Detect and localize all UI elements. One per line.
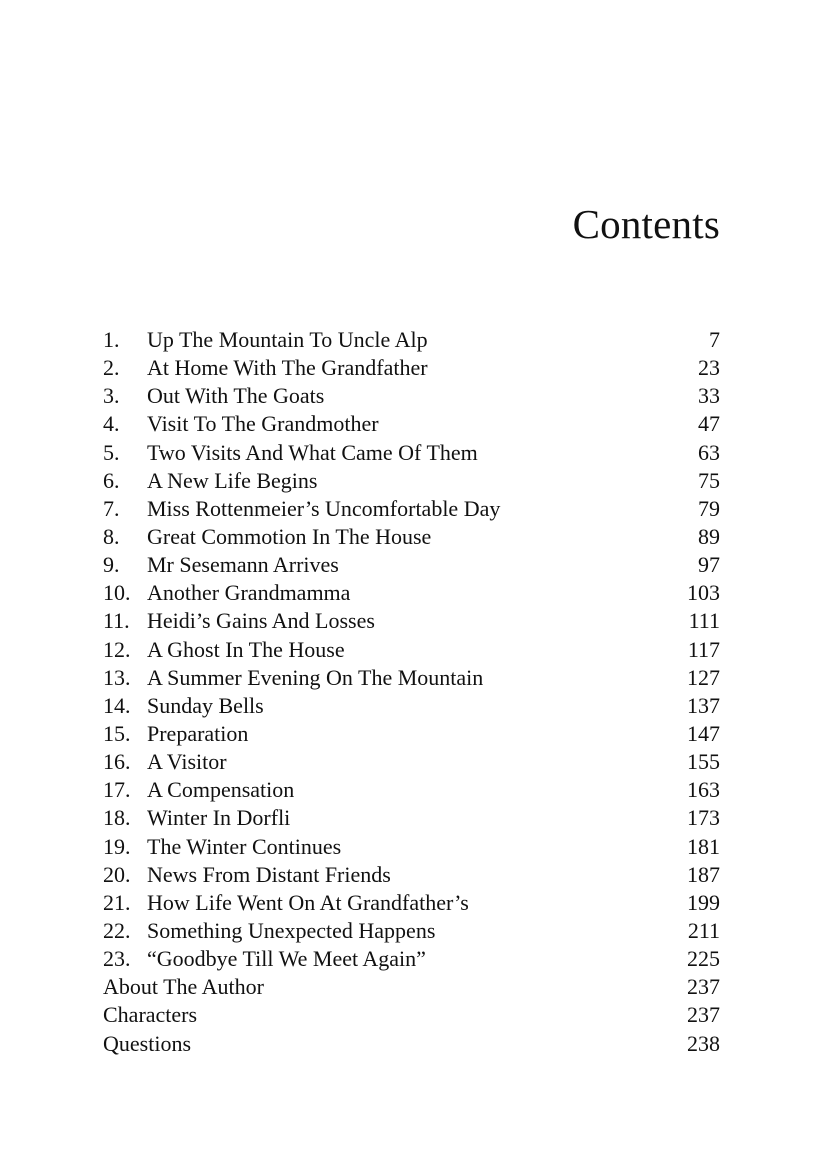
toc-entry-page-number: 225: [687, 946, 720, 972]
toc-entry: [103, 495, 720, 523]
toc-entry: [103, 861, 720, 889]
toc-entry: [103, 410, 720, 438]
toc-entry: [103, 551, 720, 579]
toc-entry-page-number: 89: [698, 523, 720, 549]
toc-entry: [103, 692, 720, 720]
toc-entry-number: 9.: [103, 552, 120, 578]
toc-entry-title: Two Visits And What Came Of Them: [147, 439, 478, 465]
toc-entry-title: Sunday Bells: [147, 692, 264, 718]
toc-entry: [103, 467, 720, 495]
toc-entry-page-number: 111: [688, 608, 720, 634]
toc-entry-page-number: 63: [698, 439, 720, 465]
toc-entry-page-number: 117: [687, 636, 720, 662]
toc-entry: [103, 804, 720, 832]
toc-entry-title: Visit To The Grandmother: [147, 411, 379, 437]
toc-entry: [103, 326, 720, 354]
toc-entry-number: 7.: [103, 495, 120, 521]
toc-entry-title: Miss Rottenmeier’s Uncomfortable Day: [147, 495, 501, 521]
toc-entry-title: A Summer Evening On The Mountain: [147, 664, 484, 690]
toc-entry-number: 2.: [103, 355, 120, 381]
toc-entry-number: 1.: [103, 327, 120, 352]
toc-entry-page-number: 79: [698, 495, 720, 521]
toc-entry-number: 13.: [103, 664, 131, 690]
toc-entry-title: A Visitor: [147, 749, 227, 775]
toc-entry: [103, 889, 720, 917]
toc-entry-number: 15.: [103, 720, 131, 746]
toc-entry-title: Winter In Dorfli: [147, 805, 291, 831]
toc-entry-number: 19.: [103, 833, 131, 859]
toc-entry-title: The Winter Continues: [147, 833, 342, 859]
toc-entry-number: 21.: [103, 889, 131, 915]
toc-entry-page-number: 237: [687, 974, 720, 1000]
toc-entry-number: 12.: [103, 636, 131, 662]
toc-entry-page-number: 237: [687, 1002, 720, 1028]
toc-entry-title: Out With The Goats: [147, 383, 325, 409]
toc-entry-number: 5.: [103, 439, 120, 465]
toc-entry-page-number: 173: [687, 805, 720, 831]
toc-entry-title: Something Unexpected Happens: [147, 917, 436, 943]
toc-entry-number: 20.: [103, 861, 131, 887]
toc-entry-page-number: 155: [687, 749, 720, 775]
toc-entry-page-number: 238: [687, 1030, 720, 1056]
toc-entry-title: Mr Sesemann Arrives: [147, 552, 339, 578]
toc-entry-page-number: 23: [698, 355, 720, 381]
toc-entry-title: “Goodbye Till We Meet Again”: [147, 946, 426, 972]
toc-entry-page-number: 103: [687, 580, 720, 606]
toc-entry-title: Questions: [103, 1030, 191, 1056]
toc-entry-page-number: 137: [687, 692, 720, 718]
toc-entry-number: 6.: [103, 467, 120, 493]
toc-entry-title: A Ghost In The House: [147, 636, 345, 662]
toc-entry: [103, 1030, 720, 1058]
toc-entry-title: News From Distant Friends: [147, 861, 391, 887]
toc-entry-page-number: 97: [698, 552, 720, 578]
toc-entry: [103, 607, 720, 635]
toc-entry-number: 17.: [103, 777, 131, 803]
toc-entry-title: A Compensation: [147, 777, 295, 803]
toc-entry: [103, 917, 720, 945]
toc-entry-page-number: 199: [687, 889, 720, 915]
toc-entry: [103, 833, 720, 861]
toc-entry-number: 3.: [103, 383, 120, 409]
toc-entry-title: How Life Went On At Grandfather’s: [147, 889, 469, 915]
toc-entry: [103, 354, 720, 382]
toc-entry-number: 14.: [103, 692, 131, 718]
toc-entry-number: 23.: [103, 946, 131, 972]
toc-entry: [103, 748, 720, 776]
toc-entry-title: About The Author: [103, 974, 264, 1000]
toc-entry-page-number: 211: [687, 917, 720, 943]
toc-entry-page-number: 163: [687, 777, 720, 803]
toc-entry-title: Characters: [103, 1002, 198, 1028]
toc-entry-page-number: 75: [698, 467, 720, 493]
toc-entry-number: 11.: [103, 608, 130, 634]
toc-entry-title: Up The Mountain To Uncle Alp: [147, 327, 428, 352]
page-title: Contents: [572, 201, 720, 247]
table-of-contents: [103, 326, 720, 1058]
toc-entry: [103, 579, 720, 607]
toc-entry-page-number: 187: [687, 861, 720, 887]
toc-entry-number: 18.: [103, 805, 131, 831]
toc-entry: [103, 382, 720, 410]
toc-entry-page-number: 47: [698, 411, 720, 437]
toc-entry-title: Great Commotion In The House: [147, 523, 432, 549]
toc-entry-number: 8.: [103, 523, 120, 549]
toc-entry-page-number: 181: [687, 833, 720, 859]
toc-entry-page-number: 127: [687, 664, 720, 690]
toc-entry-page-number: 7: [709, 327, 720, 352]
toc-entry: [103, 945, 720, 973]
toc-entry: [103, 776, 720, 804]
toc-entry-title: Preparation: [147, 720, 249, 746]
toc-entry: [103, 523, 720, 551]
toc-entry-title: Another Grandmamma: [147, 580, 351, 606]
toc-entry: [103, 720, 720, 748]
toc-entry-number: 4.: [103, 411, 120, 437]
toc-entry: [103, 1001, 720, 1029]
toc-entry-title: At Home With The Grandfather: [147, 355, 428, 381]
toc-entry-page-number: 33: [698, 383, 720, 409]
toc-entry-page-number: 147: [687, 720, 720, 746]
toc-entry: [103, 636, 720, 664]
toc-entry: [103, 439, 720, 467]
toc-entry-number: 22.: [103, 917, 131, 943]
toc-entry: [103, 973, 720, 1001]
toc-entry-title: Heidi’s Gains And Losses: [147, 608, 375, 634]
toc-entry-number: 16.: [103, 749, 131, 775]
toc-entry-title: A New Life Begins: [147, 467, 318, 493]
toc-entry: [103, 664, 720, 692]
toc-entry-number: 10.: [103, 580, 131, 606]
